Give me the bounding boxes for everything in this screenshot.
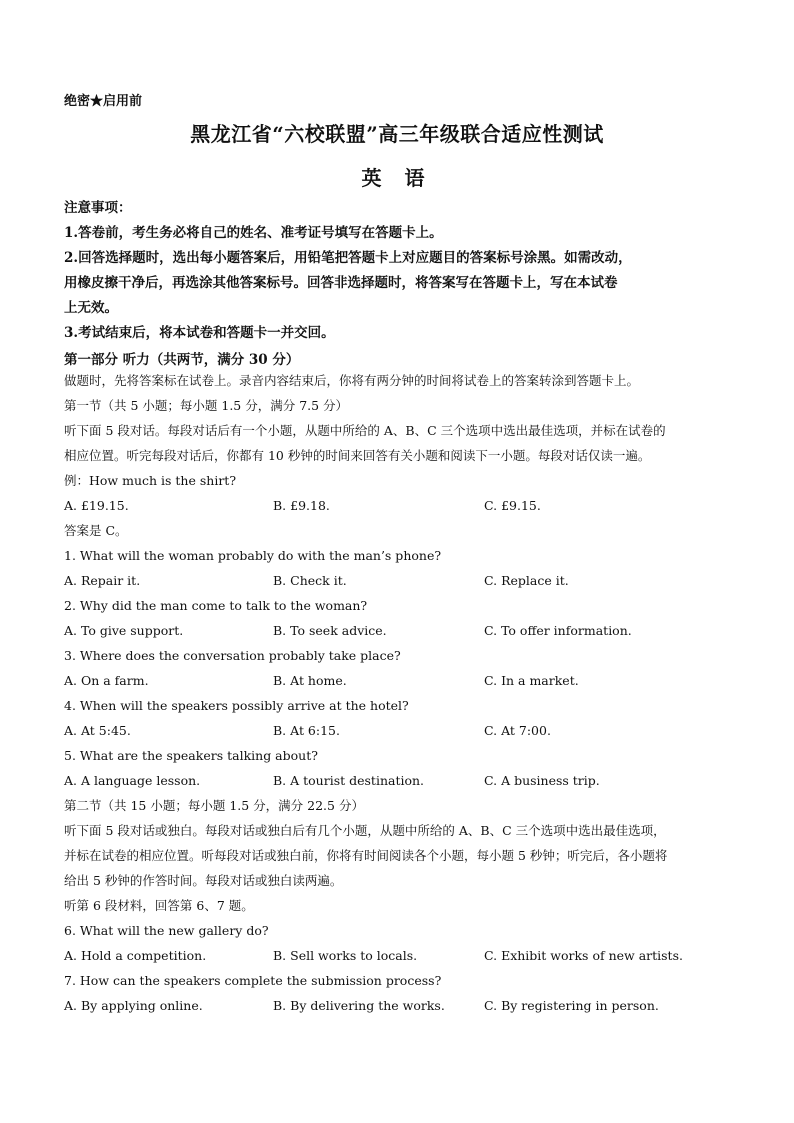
q2-option-b: B. To seek advice. xyxy=(273,623,387,638)
q4-option-b: B. At 6:15. xyxy=(273,723,340,738)
question-7: 7. How can the speakers complete the submission process? xyxy=(64,973,442,988)
secret-label: 绝密★启用前 xyxy=(64,94,143,109)
q7-option-c: C. By registering in person. xyxy=(484,998,659,1013)
q1-option-b: B. Check it. xyxy=(273,573,347,588)
note-2b: 用橡皮擦干净后，再选涂其他答案标号。回答非选择题时，将答案写在答题卡上，写在本试卷 xyxy=(64,275,618,291)
q6-option-b: B. Sell works to locals. xyxy=(273,948,418,963)
example-option-c: C. £9.15. xyxy=(484,498,541,513)
q5-option-a: A. A language lesson. xyxy=(64,773,201,788)
q2-option-c: C. To offer information. xyxy=(484,623,632,638)
part1-heading: 第一部分 听力（共两节，满分 30 分） xyxy=(64,352,300,368)
subject-title: 英 语 xyxy=(361,166,433,190)
q4-option-a: A. At 5:45. xyxy=(64,723,131,738)
q6-option-c: C. Exhibit works of new artists. xyxy=(484,948,683,963)
note-1: 1.答卷前，考生务必将自己的姓名、准考证号填写在答题卡上。 xyxy=(64,225,443,241)
q7-option-b: B. By delivering the works. xyxy=(273,998,445,1013)
section2-desc-b: 并标在试卷的相应位置。听每段对话或独白前，你将有时间阅读各个小题，每小题 5 秒钟；听完后，各小题将 xyxy=(64,848,668,863)
q1-option-a: A. Repair it. xyxy=(64,573,141,588)
section1-desc-b: 相应位置。听完每段对话后，你都有 10 秒钟的时间来回答有关小题和阅读下一小题。每段对话仅读一遍。 xyxy=(64,448,651,463)
example-question: 例：How much is the shirt? xyxy=(64,473,237,488)
q5-option-b: B. A tourist destination. xyxy=(273,773,425,788)
notes-heading: 注意事项： xyxy=(64,200,132,216)
q6-option-a: A. Hold a competition. xyxy=(64,948,207,963)
question-6: 6. What will the new gallery do? xyxy=(64,923,269,938)
q3-option-a: A. On a farm. xyxy=(64,673,149,688)
question-2: 2. Why did the man come to talk to the woman? xyxy=(64,598,368,613)
section2-desc-a: 听下面 5 段对话或独白。每段对话或独白后有几个小题，从题中所给的 A、B、C 三个选项中选出最佳选项， xyxy=(64,823,666,838)
example-option-b: B. £9.18. xyxy=(273,498,330,513)
section1-heading: 第一节（共 5 小题；每小题 1.5 分，满分 7.5 分） xyxy=(64,398,349,413)
question-5: 5. What are the speakers talking about? xyxy=(64,748,318,763)
section1-desc-a: 听下面 5 段对话。每段对话后有一个小题，从题中所给的 A、B、C 三个选项中选出最佳选项，并标在试卷的 xyxy=(64,423,666,438)
section2-desc-c: 给出 5 秒钟的作答时间。每段对话或独白读两遍。 xyxy=(64,873,343,888)
q3-option-b: B. At home. xyxy=(273,673,347,688)
exam-title: 黑龙江省“六校联盟”高三年级联合适应性测试 xyxy=(190,122,604,146)
q7-option-a: A. By applying online. xyxy=(64,998,203,1013)
section2-heading: 第二节（共 15 小题；每小题 1.5 分，满分 22.5 分） xyxy=(64,798,364,813)
part1-intro: 做题时，先将答案标在试卷上。录音内容结束后，你将有两分钟的时间将试卷上的答案转涂到答题卡上。 xyxy=(64,373,640,388)
note-3: 3.考试结束后，将本试卷和答题卡一并交回。 xyxy=(64,325,335,341)
note-2a: 2.回答选择题时，选出每小题答案后，用铅笔把答题卡上对应题目的答案标号涂黑。如需改动， xyxy=(64,250,632,266)
example-answer: 答案是 C。 xyxy=(64,523,128,538)
question-4: 4. When will the speakers possibly arrive at the hotel? xyxy=(64,698,409,713)
question-1: 1. What will the woman probably do with the man’s phone? xyxy=(64,548,442,563)
q5-option-c: C. A business trip. xyxy=(484,773,600,788)
note-2c: 上无效。 xyxy=(64,300,118,316)
material-6-heading: 听第 6 段材料，回答第 6、7 题。 xyxy=(64,898,254,913)
q1-option-c: C. Replace it. xyxy=(484,573,569,588)
q3-option-c: C. In a market. xyxy=(484,673,579,688)
question-3: 3. Where does the conversation probably take place? xyxy=(64,648,401,663)
q4-option-c: C. At 7:00. xyxy=(484,723,551,738)
q2-option-a: A. To give support. xyxy=(64,623,184,638)
example-option-a: A. £19.15. xyxy=(64,498,129,513)
